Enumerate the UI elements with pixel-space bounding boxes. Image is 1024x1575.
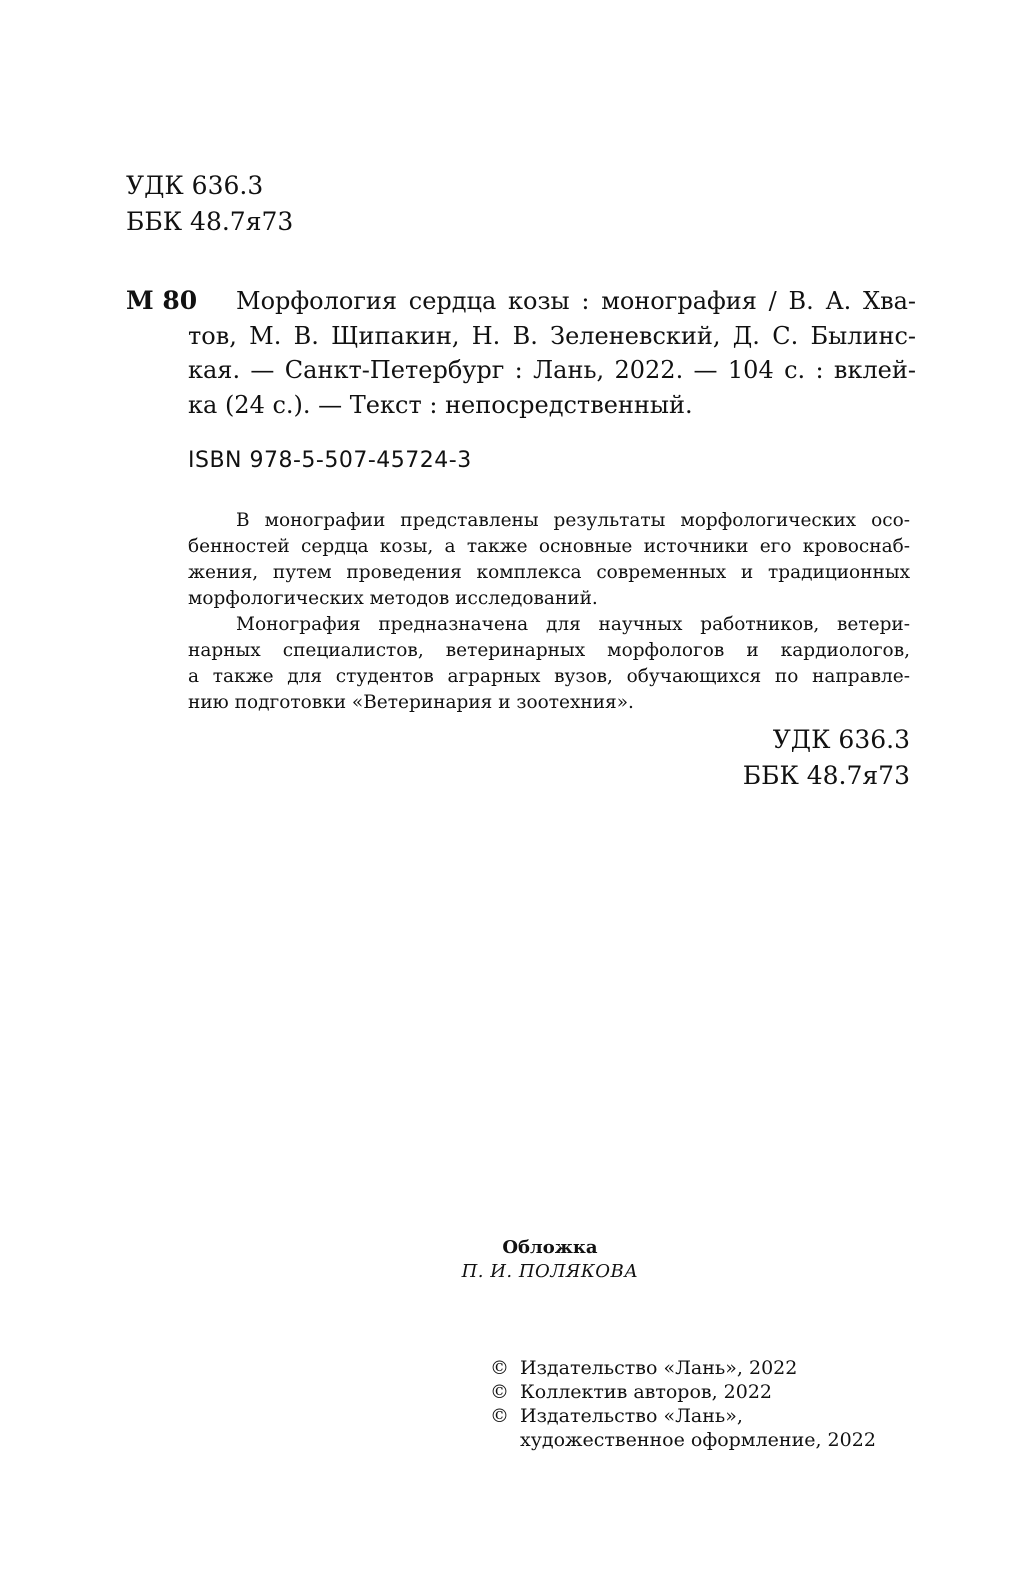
copyright-block: [490, 1356, 876, 1452]
annotation-line: нию подготовки «Ветеринария и зоотехния».: [188, 692, 634, 713]
copyright-row: [490, 1380, 876, 1404]
biblio-line: Морфология сердца козы : монография / В. А. Хва-: [236, 287, 916, 315]
bibliographic-record: [188, 284, 916, 422]
isbn: ISBN 978-5-507-45724-3: [188, 448, 472, 473]
copyright-line: Коллектив авторов, 2022: [520, 1381, 773, 1403]
cover-designer-name: П. И. ПОЛЯКОВА: [461, 1261, 639, 1282]
biblio-line: тов, М. В. Щипакин, Н. В. Зеленевский, Д. С. Былинс-: [188, 321, 916, 350]
annotation-line: В монографии представлены результаты морфологических осо-: [236, 510, 910, 531]
copyright-line: Издательство «Лань», 2022: [520, 1357, 798, 1379]
classification-codes-bottom: [743, 722, 910, 794]
annotation-line: бенностей сердца козы, а также основные источники его кровоснаб-: [188, 536, 910, 557]
annotation-line: жения, путем проведения комплекса современных и традиционных: [188, 562, 910, 583]
copyright-row: [490, 1428, 876, 1452]
copyright-row: [490, 1404, 876, 1428]
annotation-line: морфологических методов исследований.: [188, 588, 598, 609]
copyright-icon: ©: [490, 1357, 509, 1379]
copyright-icon: ©: [490, 1405, 509, 1427]
udk-code: УДК 636.3: [126, 171, 264, 200]
annotation-line: нарных специалистов, ветеринарных морфологов и кардиологов,: [188, 640, 910, 661]
copyright-icon: ©: [490, 1381, 509, 1403]
classification-codes-top: [126, 168, 293, 240]
udk-code: УДК 636.3: [772, 725, 910, 754]
annotation-line: а также для студентов аграрных вузов, обучающихся по направле-: [188, 666, 910, 687]
biblio-line: ка (24 с.). — Текст : непосредственный.: [188, 390, 693, 419]
copyright-line: Издательство «Лань»,: [520, 1405, 743, 1427]
author-mark: М 80: [126, 286, 198, 315]
bbk-code: ББК 48.7я73: [126, 207, 294, 236]
cover-credit: [430, 1236, 670, 1284]
cover-credit-label: Обложка: [502, 1237, 598, 1258]
copyright-line: художественное оформление, 2022: [520, 1429, 876, 1451]
annotation-line: Монография предназначена для научных работников, ветери-: [236, 614, 910, 635]
bbk-code: ББК 48.7я73: [742, 761, 910, 790]
annotation: [188, 508, 910, 716]
copyright-row: [490, 1356, 876, 1380]
biblio-line: кая. — Санкт-Петербург : Лань, 2022. — 104 с. : вклей-: [188, 356, 916, 384]
